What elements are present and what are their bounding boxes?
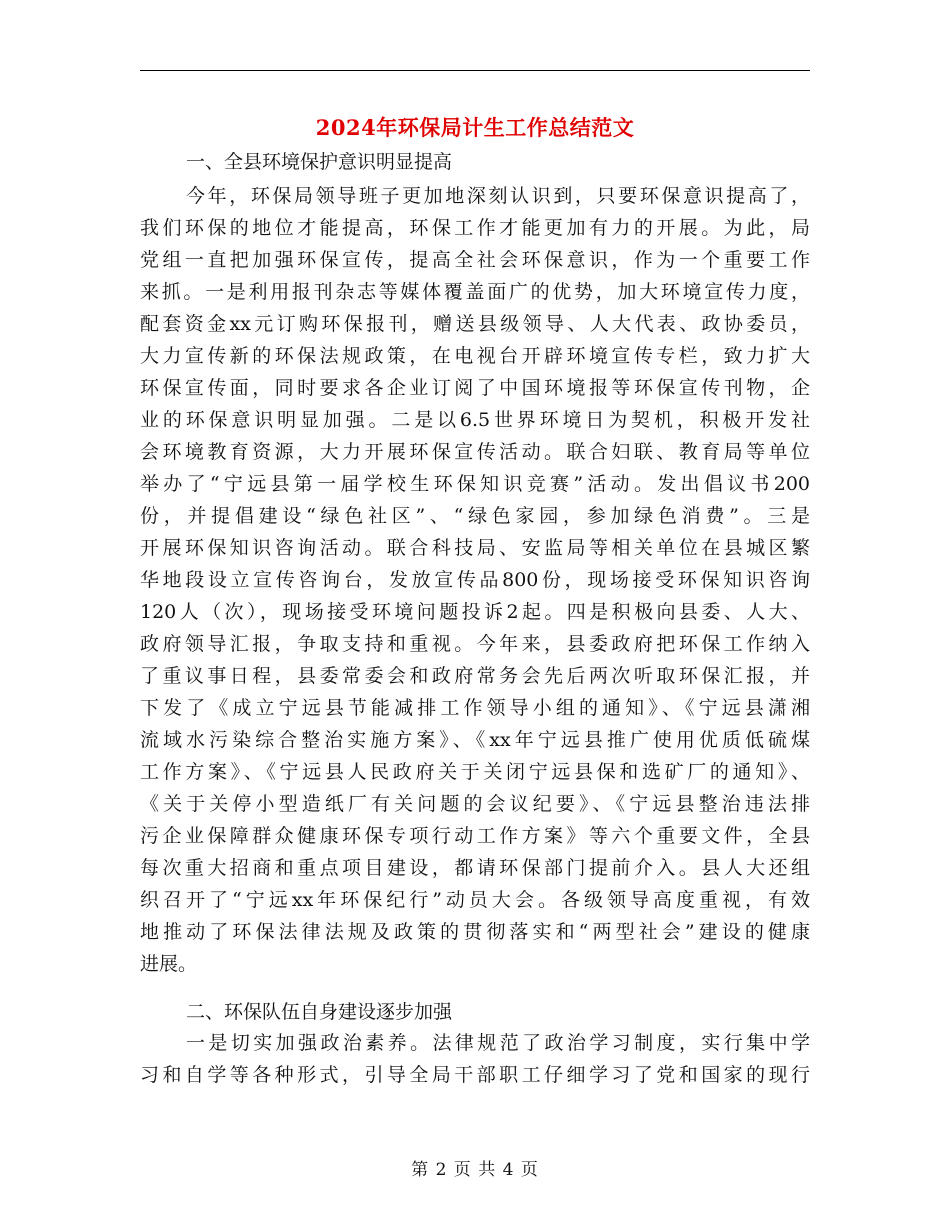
text-line: 污企业保障群众健康环保专项行动工作方案》等六个重要文件，全县 [140,825,810,847]
paragraph-1 [140,180,810,980]
text-line: 流域水污染综合整治实施方案》、《xx年宁远县推广使用优质低硫煤 [140,729,810,751]
text-line: 党组一直把加强环保宣传，提高全社会环保意识，作为一个重要工作 [140,249,810,271]
text-line: 《关于关停小型造纸厂有关问题的会议纪要》、《宁远县整治违法排 [140,793,810,815]
text-line: 开展环保知识咨询活动。联合科技局、安监局等相关单位在县城区繁 [140,537,810,559]
text-line: 习和自学等各种形式，引导全局干部职工仔细学习了党和国家的现行 [140,1064,810,1086]
page-footer: 第 2 页 共 4 页 [411,1160,539,1180]
text-line: 会环境教育资源，大力开展环保宣传活动。联合妇联、教育局等单位 [140,441,810,463]
section-heading-2: 二、环保队伍自身建设逐步加强 [186,1001,453,1023]
text-line: 份，并提倡建设“绿色社区”、“绿色家园，参加绿色消费”。三是 [140,505,810,527]
text-line: 大力宣传新的环保法规政策，在电视台开辟环境宣传专栏，致力扩大 [140,345,810,367]
text-line: 来抓。一是利用报刊杂志等媒体覆盖面广的优势，加大环境宣传力度， [140,281,810,303]
header-rule [140,70,810,71]
text-line: 下发了《成立宁远县节能减排工作领导小组的通知》、《宁远县潇湘 [140,697,810,719]
text-line: 举办了“宁远县第一届学校生环保知识竞赛”活动。发出倡议书200 [140,473,810,495]
paragraph-2 [140,1027,810,1091]
text-line: 进展。 [140,953,198,975]
text-line: 每次重大招商和重点项目建设，都请环保部门提前介入。县人大还组 [140,857,810,879]
text-line: 今年，环保局领导班子更加地深刻认识到，只要环保意识提高了， [186,185,810,207]
text-line: 织召开了“宁远xx年环保纪行”动员大会。各级领导高度重视，有效 [140,889,810,911]
text-line: 地推动了环保法律法规及政策的贯彻落实和“两型社会”建设的健康 [140,921,810,943]
text-line: 政府领导汇报，争取支持和重视。今年来，县委政府把环保工作纳入 [140,633,810,655]
text-line: 环保宣传面，同时要求各企业订阅了中国环境报等环保宣传刊物，企 [140,377,810,399]
text-line: 配套资金xx元订购环保报刊，赠送县级领导、人大代表、政协委员， [140,313,810,335]
document-title: 2024年环保局计生工作总结范文 [315,115,635,140]
text-line: 我们环保的地位才能提高，环保工作才能更加有力的开展。为此，局 [140,217,810,239]
text-line: 一是切实加强政治素养。法律规范了政治学习制度，实行集中学 [186,1032,810,1054]
text-line: 华地段设立宣传咨询台，发放宣传品800份，现场接受环保知识咨询 [140,569,810,591]
text-line: 工作方案》、《宁远县人民政府关于关闭宁远县保和选矿厂的通知》、 [140,761,810,783]
text-line: 业的环保意识明显加强。二是以6.5世界环境日为契机，积极开发社 [140,409,810,431]
text-line: 了重议事日程，县委常委会和政府常务会先后两次听取环保汇报，并 [140,665,810,687]
section-heading-1: 一、全县环境保护意识明显提高 [186,151,453,173]
text-line: 120人（次），现场接受环境问题投诉2起。四是积极向县委、人大、 [140,601,810,623]
